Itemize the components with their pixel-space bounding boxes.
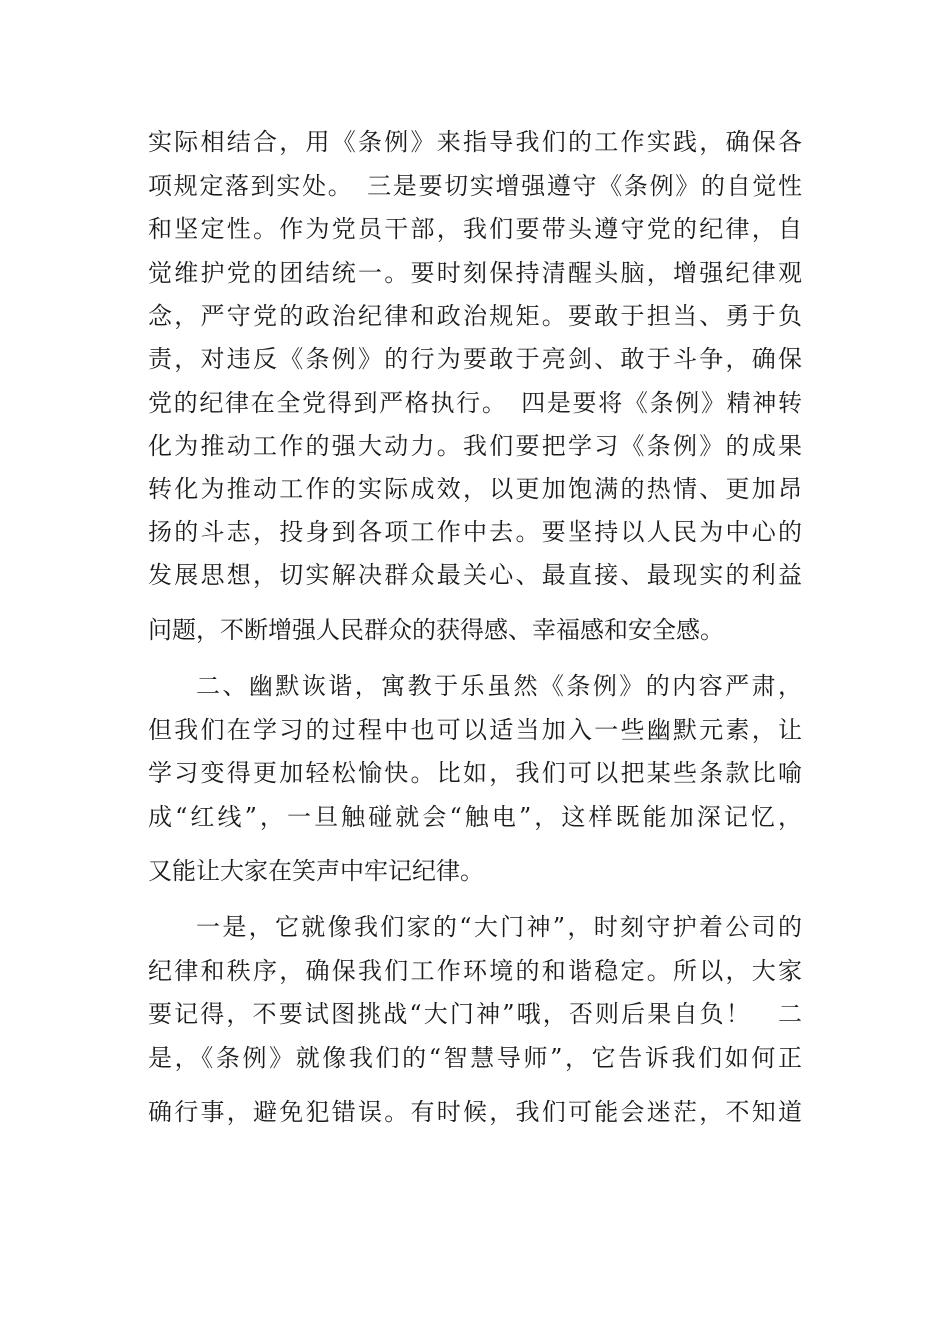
text-line: 转化为推动工作的实际成效，以更加饱满的热情、更加昂: [148, 475, 802, 503]
text-line: 发展思想，切实解决群众最关心、最直接、最现实的利益: [148, 561, 802, 589]
text-line: 纪律和秩序，确保我们工作环境的和谐稳定。所以，大家: [148, 957, 802, 985]
text-line: 和坚定性。作为党员干部，我们要带头遵守党的纪律，自: [148, 215, 802, 243]
text-line: 党的纪律在全党得到严格执行。 四是要将《条例》精神转: [148, 389, 802, 417]
text-line: 是，《条例》就像我们的“智慧导师”，它告诉我们如何正: [148, 1044, 802, 1072]
text-line: 项规定落到实处。 三是要切实增强遵守《条例》的自觉性: [148, 172, 802, 200]
text-line: 化为推动工作的强大动力。我们要把学习《条例》的成果: [148, 432, 802, 460]
text-line: 觉维护党的团结统一。要时刻保持清醒头脑，增强纪律观: [148, 259, 802, 287]
text-line: 责，对违反《条例》的行为要敢于亮剑、敢于斗争，确保: [148, 345, 802, 373]
text-line: 但我们在学习的过程中也可以适当加入一些幽默元素，让: [148, 716, 802, 744]
text-line: 问题，不断增强人民群众的获得感、幸福感和安全感。: [148, 616, 724, 644]
text-line: 要记得，不要试图挑战“大门神”哦，否则后果自负！ 二: [148, 1000, 802, 1028]
text-line: 念，严守党的政治纪律和政治规矩。要敢于担当、勇于负: [148, 302, 802, 330]
text-line: 实际相结合，用《条例》来指导我们的工作实践，确保各: [148, 128, 802, 156]
text-line: 扬的斗志，投身到各项工作中去。要坚持以人民为中心的: [148, 518, 802, 546]
text-line: 一是，它就像我们家的“大门神”，时刻守护着公司的: [196, 913, 802, 941]
text-line: 确行事，避免犯错误。有时候，我们可能会迷茫，不知道: [148, 1098, 802, 1126]
text-line: 学习变得更加轻松愉快。比如，我们可以把某些条款比喻: [148, 759, 802, 787]
text-line: 成“红线”，一旦触碰就会“触电”，这样既能加深记忆，: [148, 803, 802, 831]
text-line: 二、幽默诙谐，寓教于乐虽然《条例》的内容严肃，: [196, 672, 802, 700]
text-line: 又能让大家在笑声中牢记纪律。: [148, 857, 484, 885]
